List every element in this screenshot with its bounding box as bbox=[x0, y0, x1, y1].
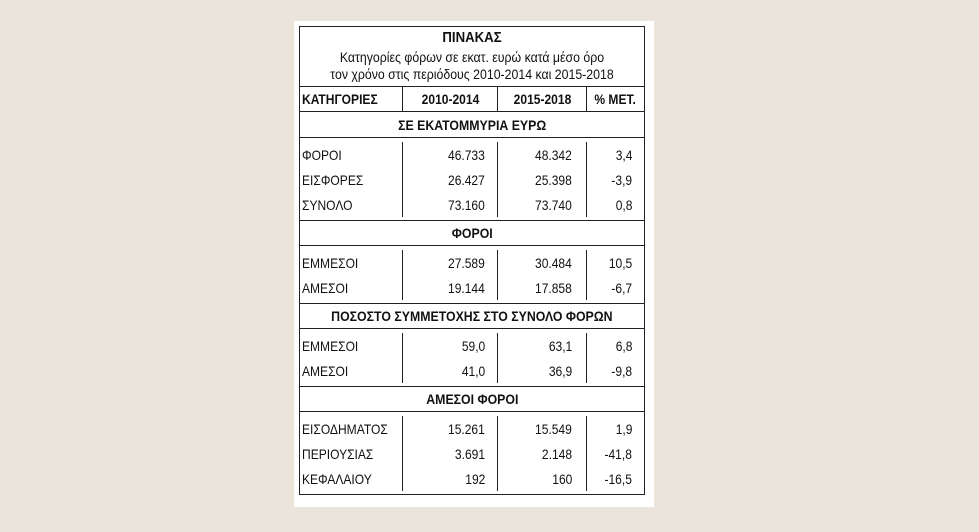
section-header bbox=[300, 220, 644, 246]
table-row bbox=[300, 250, 644, 275]
value-2010-2014: 15.261 bbox=[403, 416, 498, 441]
table-subtitle bbox=[321, 49, 624, 83]
row-label: ΑΜΕΣΟΙ bbox=[300, 358, 403, 383]
table-body bbox=[300, 112, 644, 494]
subtitle-line-1: Κατηγορίες φόρων σε εκατ. ευρώ κατά μέσο όρο bbox=[339, 49, 605, 65]
row-label: ΦΟΡΟΙ bbox=[300, 142, 403, 167]
table-row bbox=[300, 441, 644, 466]
pct-change: -9,8 bbox=[611, 362, 632, 379]
value-2015-2018: 48.342 bbox=[498, 142, 587, 167]
table-row bbox=[300, 416, 644, 441]
table-row bbox=[300, 167, 644, 192]
table-row bbox=[300, 466, 644, 491]
pct-change: -41,8 bbox=[604, 445, 632, 462]
value-2015-2018: 15.549 bbox=[498, 416, 587, 441]
table-row bbox=[300, 358, 644, 383]
row-label: ΕΜΜΕΣΟΙ bbox=[300, 250, 403, 275]
value-2015-2018: 36,9 bbox=[498, 358, 587, 383]
row-label: ΕΜΜΕΣΟΙ bbox=[300, 333, 403, 358]
value-2010-2014: 73.160 bbox=[403, 192, 498, 217]
section-rows bbox=[300, 246, 644, 303]
table-row bbox=[300, 333, 644, 358]
value-2010-2014: 19.144 bbox=[403, 275, 498, 300]
pct-change: 3,4 bbox=[615, 146, 632, 163]
section-title: ΣΕ ΕΚΑΤΟΜΜΥΡΙΑ ΕΥΡΩ bbox=[397, 116, 547, 133]
value-2015-2018: 2.148 bbox=[498, 441, 587, 466]
table-row bbox=[300, 275, 644, 300]
value-2010-2014: 27.589 bbox=[403, 250, 498, 275]
pct-change: -16,5 bbox=[604, 470, 632, 487]
table-title: ΠΙΝΑΚΑΣ bbox=[442, 29, 502, 46]
value-2015-2018: 63,1 bbox=[498, 333, 587, 358]
pct-change: -3,9 bbox=[611, 171, 632, 188]
value-2015-2018: 73.740 bbox=[498, 192, 587, 217]
subtitle-line-2: τον χρόνο στις περιόδους 2010-2014 και 2015-2018 bbox=[330, 66, 614, 82]
pct-change: 0,8 bbox=[615, 196, 632, 213]
pct-change: 1,9 bbox=[615, 420, 632, 437]
pct-change: -6,7 bbox=[611, 279, 632, 296]
section-header bbox=[300, 112, 644, 138]
section-rows bbox=[300, 329, 644, 386]
row-label: ΕΙΣΟΔΗΜΑΤΟΣ bbox=[300, 416, 403, 441]
row-label: ΣΥΝΟΛΟ bbox=[300, 192, 403, 217]
section-title: ΑΜΕΣΟΙ ΦΟΡΟΙ bbox=[425, 391, 519, 407]
header-cell-2010-2014: 2010-2014 bbox=[403, 87, 498, 111]
row-label: ΚΕΦΑΛΑΙΟΥ bbox=[300, 466, 403, 491]
section-title: ΠΟΣΟΣΤΟ ΣΥΜΜΕΤΟΧΗΣ ΣΤΟ ΣΥΝΟΛΟ ΦΟΡΩΝ bbox=[331, 308, 613, 324]
value-2015-2018: 25.398 bbox=[498, 167, 587, 192]
value-2010-2014: 46.733 bbox=[403, 142, 498, 167]
value-2015-2018: 160 bbox=[498, 466, 587, 491]
value-2010-2014: 59,0 bbox=[403, 333, 498, 358]
pct-change: 10,5 bbox=[608, 254, 632, 271]
row-label: ΑΜΕΣΟΙ bbox=[300, 275, 403, 300]
section-header bbox=[300, 386, 644, 412]
value-2015-2018: 17.858 bbox=[498, 275, 587, 300]
header-row bbox=[300, 86, 644, 112]
section-title: ΦΟΡΟΙ bbox=[451, 225, 493, 241]
section-header bbox=[300, 303, 644, 329]
value-2010-2014: 192 bbox=[403, 466, 498, 491]
value-2010-2014: 26.427 bbox=[403, 167, 498, 192]
data-table bbox=[299, 26, 645, 495]
pct-change: 6,8 bbox=[615, 337, 632, 354]
value-2010-2014: 41,0 bbox=[403, 358, 498, 383]
header-cell-pct-change: % ΜΕΤ. bbox=[594, 91, 637, 107]
row-label: ΠΕΡΙΟΥΣΙΑΣ bbox=[300, 441, 403, 466]
table-panel bbox=[294, 21, 654, 507]
value-2015-2018: 30.484 bbox=[498, 250, 587, 275]
table-row bbox=[300, 192, 644, 217]
value-2010-2014: 3.691 bbox=[403, 441, 498, 466]
header-cell-2015-2018: 2015-2018 bbox=[498, 87, 587, 111]
section-rows bbox=[300, 412, 644, 494]
row-label: ΕΙΣΦΟΡΕΣ bbox=[300, 167, 403, 192]
section-rows bbox=[300, 138, 644, 220]
header-cell-categories: ΚΑΤΗΓΟΡΙΕΣ bbox=[300, 87, 403, 111]
table-row bbox=[300, 142, 644, 167]
